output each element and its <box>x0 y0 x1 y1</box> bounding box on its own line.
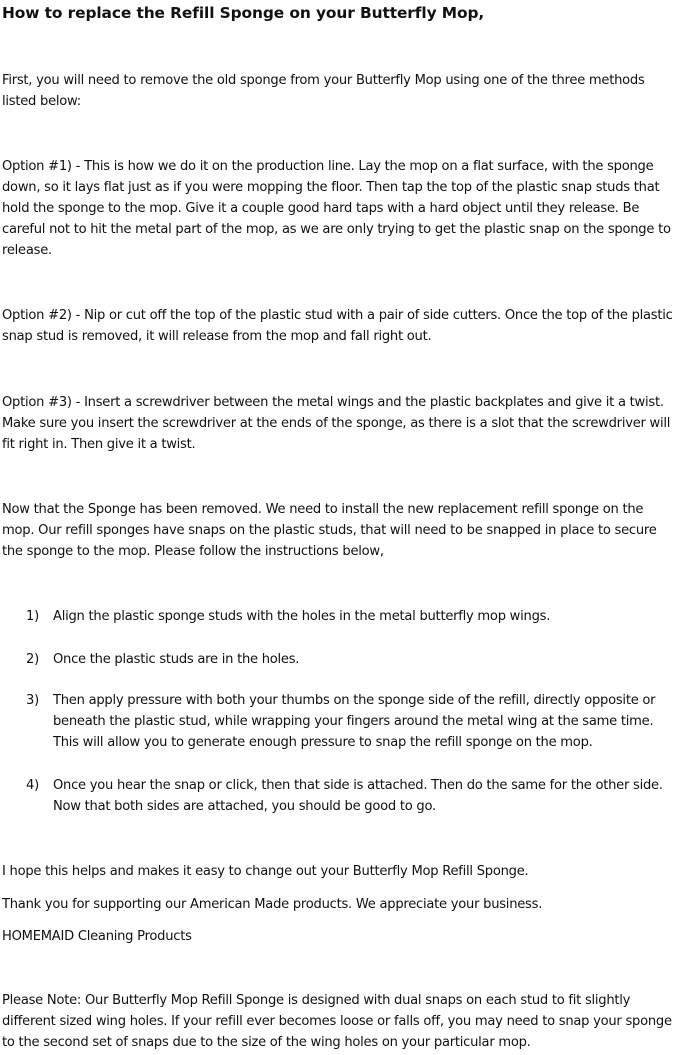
install-intro-paragraph: Now that the Sponge has been removed. We need to install the new replacement refill sponge on the mop. Our refill sponges have snaps on the plastic studs, that will need to be snapped in place to secure the sponge to the mop. Please follow the instructions below, <box>2 502 657 559</box>
step-1 <box>26 606 676 627</box>
note-paragraph: Please Note: Our Butterfly Mop Refill Sponge is designed with dual snaps on each stud to fit slightly different sized wing holes. If your refill ever becomes loose or falls off, you may need to snap your sponge to the second set of snaps due to the size of the wing holes on your particular mop. <box>2 993 672 1050</box>
document-title: How to replace the Refill Sponge on your Butterfly Mop, <box>2 4 485 22</box>
step-text: Align the plastic sponge studs with the holes in the metal butterfly mop wings. <box>53 609 551 624</box>
step-number: 2) <box>26 652 39 667</box>
intro-paragraph: First, you will need to remove the old sponge from your Butterfly Mop using one of the three methods listed below: <box>2 73 645 109</box>
option-2-paragraph: Option #2) - Nip or cut off the top of the plastic stud with a pair of side cutters. Once the top of the plastic snap stud is removed, it will release from the mop and fall right out. <box>2 308 673 344</box>
step-text: Once you hear the snap or click, then that side is attached. Then do the same for the other side. Now that both sides are attached, you should be good to go. <box>53 778 663 814</box>
closing-line-1: I hope this helps and makes it easy to change out your Butterfly Mop Refill Sponge. <box>2 864 529 879</box>
option-3-paragraph: Option #3) - Insert a screwdriver between the metal wings and the plastic backplates and give it a twist. Make sure you insert the screwdriver at the ends of the sponge, as there is a slot that the screwdriver will fit right in. Then give it a twist. <box>2 395 671 452</box>
option-1-paragraph: Option #1) - This is how we do it on the production line. Lay the mop on a flat surface, with the sponge down, so it lays flat just as if you were mopping the floor. Then tap the top of the plastic snap studs that hold the sponge to the mop. Give it a couple good hard taps with a hard object until they release. Be careful not to hit the metal part of the mop, as we are only trying to get the plastic snap on the sponge to release. <box>2 159 671 258</box>
step-4 <box>26 775 676 817</box>
step-text: Once the plastic studs are in the holes. <box>53 652 300 667</box>
step-2 <box>26 649 676 670</box>
closing-line-2: Thank you for supporting our American Made products. We appreciate your business. <box>2 897 543 912</box>
step-text: Then apply pressure with both your thumbs on the sponge side of the refill, directly opposite or beneath the plastic stud, while wrapping your fingers around the metal wing at the same time. This will allow you to generate enough pressure to snap the refill sponge on the mop. <box>53 693 656 750</box>
step-number: 3) <box>26 693 39 708</box>
step-number: 1) <box>26 609 39 624</box>
step-3 <box>26 690 676 753</box>
step-number: 4) <box>26 778 39 793</box>
company-name: HOMEMAID Cleaning Products <box>2 929 192 944</box>
